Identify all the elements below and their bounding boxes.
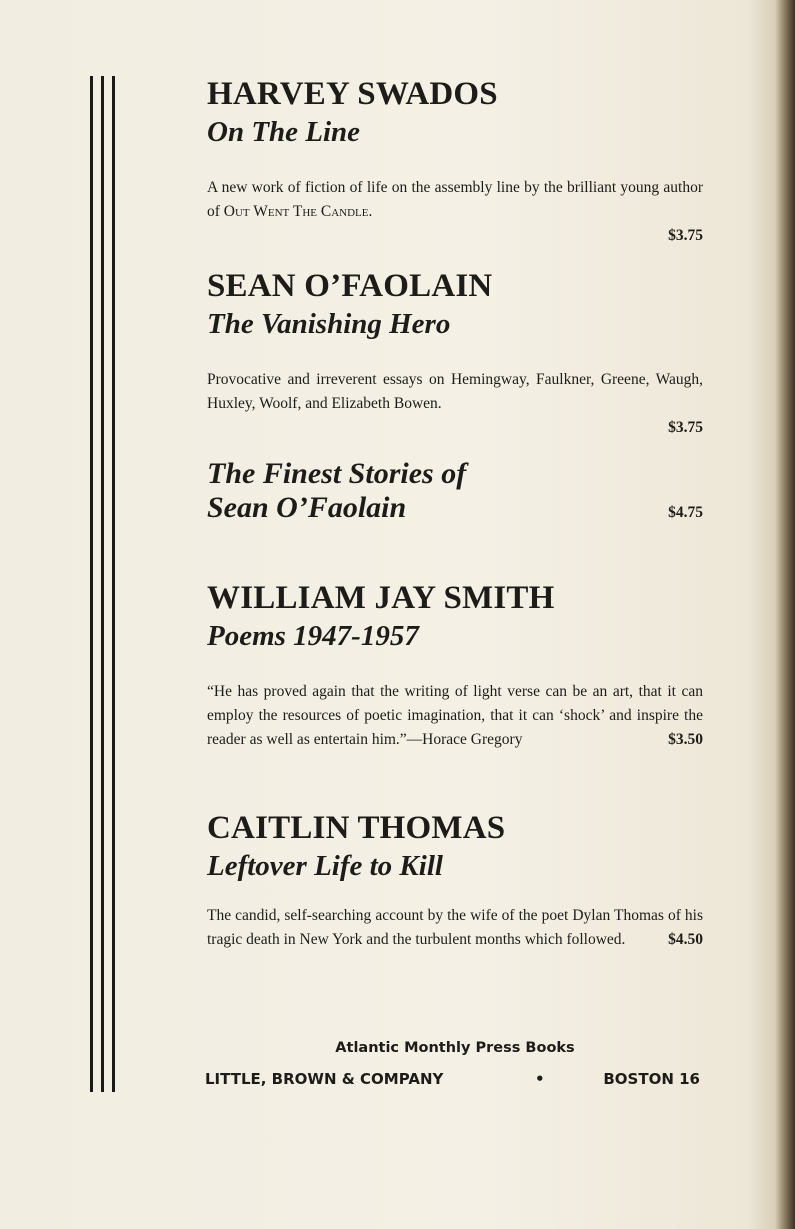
book-title-line-1: The Finest Stories of bbox=[207, 457, 467, 490]
publisher-name: LITTLE, BROWN & COMPANY bbox=[205, 1070, 444, 1088]
book-entry-vanishing-hero bbox=[207, 266, 703, 440]
book-title: Poems 1947-1957 bbox=[207, 620, 419, 652]
book-price: $3.75 bbox=[668, 419, 703, 436]
book-description bbox=[207, 680, 703, 752]
book-price: $4.50 bbox=[668, 931, 703, 948]
book-title: The Vanishing Hero bbox=[207, 308, 451, 340]
description-text: A new work of fiction of life on the assembly line by the brilliant young author of bbox=[207, 179, 703, 220]
imprint-line: Atlantic Monthly Press Books bbox=[335, 1040, 575, 1056]
book-entry-leftover-life bbox=[207, 808, 703, 952]
description-text-end: . bbox=[368, 203, 373, 220]
book-title: Leftover Life to Kill bbox=[207, 850, 443, 882]
author-name: CAITLIN THOMAS bbox=[207, 810, 506, 846]
vertical-rule bbox=[101, 76, 104, 1092]
referenced-book-title: Out Went The Candle bbox=[223, 203, 369, 220]
decorative-triple-rule bbox=[90, 76, 118, 1092]
book-entry-on-the-line bbox=[207, 74, 703, 248]
book-entry-poems bbox=[207, 578, 703, 752]
description-text: “He has proved again that the writing of light verse can be an art, that it can employ the resources of poetic imagination, that it can ‘shock’ and inspire the reader as well as entertain him.”—Horace Gregory bbox=[207, 683, 703, 748]
book-entry-finest-stories bbox=[207, 457, 703, 525]
author-name: SEAN O’FAOLAIN bbox=[207, 268, 493, 304]
publisher-line bbox=[205, 1070, 705, 1092]
book-price: $4.75 bbox=[668, 504, 703, 521]
separator-bullet: • bbox=[535, 1070, 545, 1088]
book-title-line-2: Sean O’Faolain bbox=[207, 491, 407, 524]
publisher-city: BOSTON 16 bbox=[603, 1070, 700, 1088]
book-price: $3.50 bbox=[668, 731, 703, 748]
book-description: Provocative and irreverent essays on Hemingway, Faulkner, Greene, Waugh, Huxley, Woolf, and Elizabeth Bowen. bbox=[207, 371, 703, 412]
author-name: WILLIAM JAY SMITH bbox=[207, 580, 555, 616]
book-price: $3.75 bbox=[668, 227, 703, 244]
vertical-rule bbox=[112, 76, 115, 1092]
description-text: The candid, self-searching account by the wife of the poet Dylan Thomas of his tragic death in New York and the turbulent months which followed. bbox=[207, 907, 703, 948]
book-description bbox=[207, 176, 703, 224]
vertical-rule bbox=[90, 76, 93, 1092]
book-title: On The Line bbox=[207, 116, 361, 148]
book-description bbox=[207, 904, 703, 952]
author-name: HARVEY SWADOS bbox=[207, 76, 498, 112]
